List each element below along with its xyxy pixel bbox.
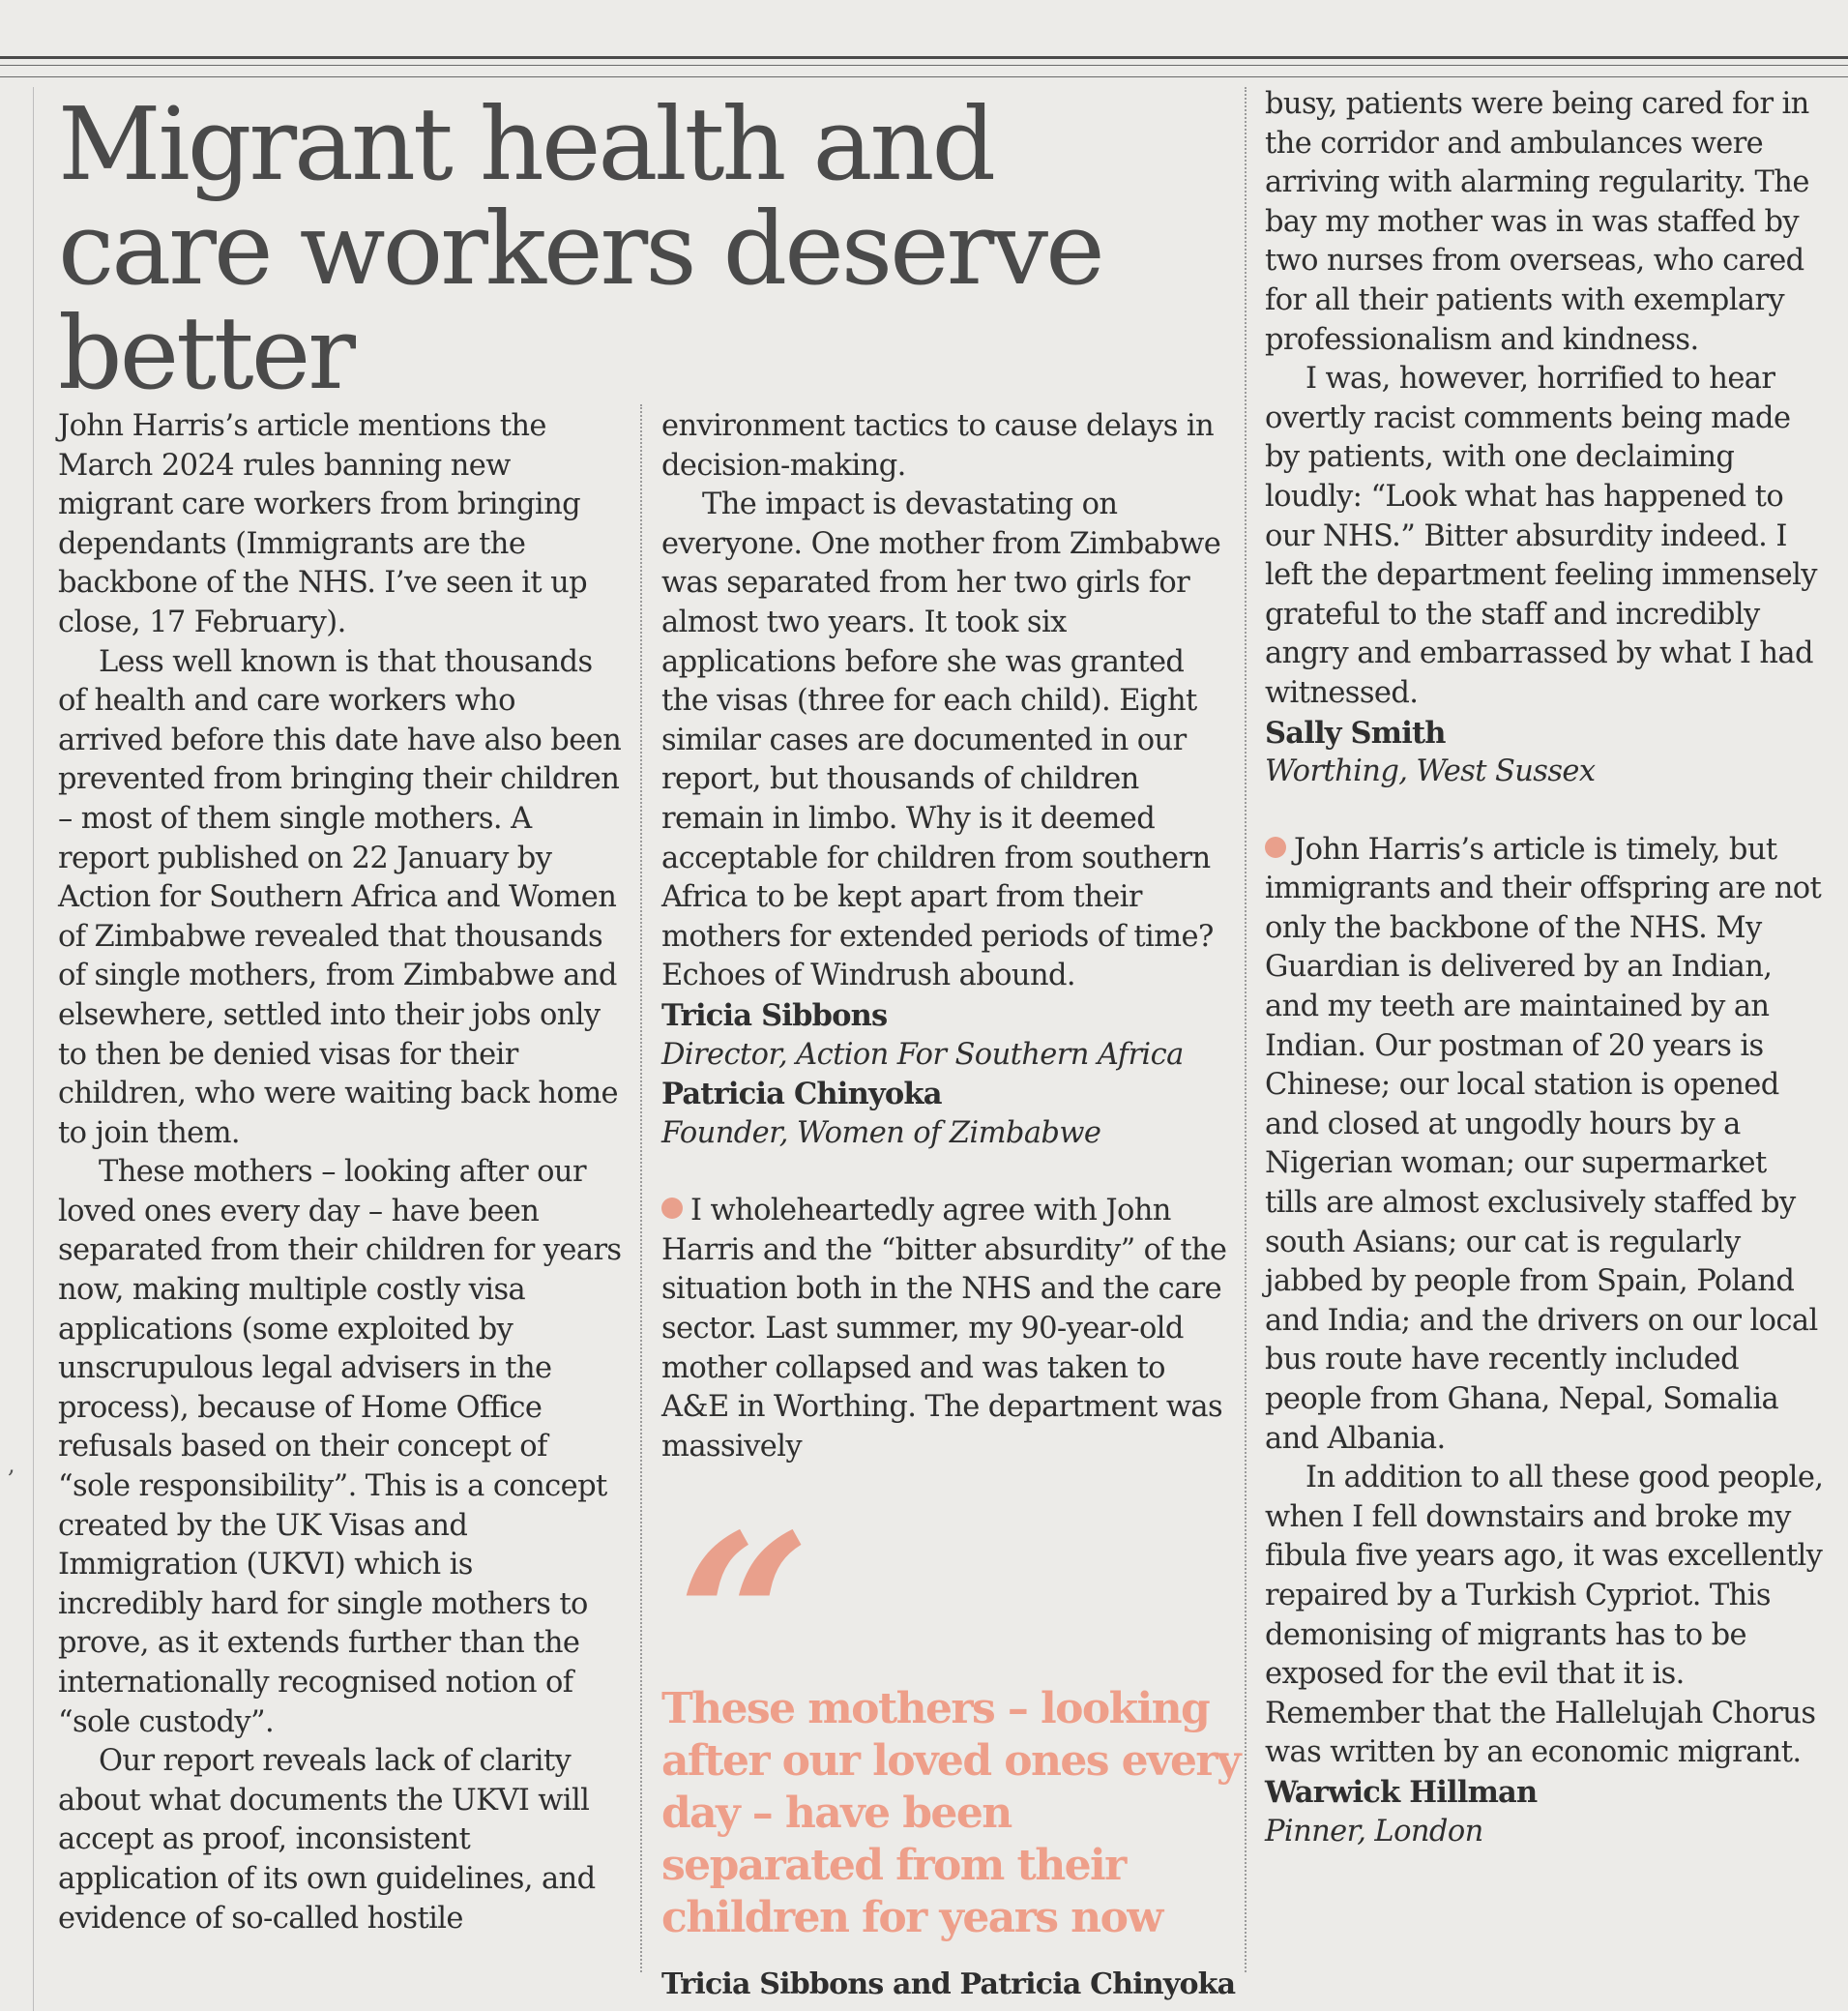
letter3-paragraph-2: In addition to all these good people, when I fell downstairs and broke my fibula five years ago, it was excellently repaired by a Turkish Cypriot. This demonising of migrants has to be exposed for the evil that it is. Remember that the Hallelujah Chorus was written by an economic migrant.	[1265, 1461, 1824, 1770]
letter1-paragraph-1: John Harris’s article mentions the March 2024 rules banning new migrant care workers from bringing dependants (Immigrants are the backbone of the NHS. I’ve seen it up close, 17 February).	[58, 409, 588, 639]
letter1-paragraph-3: These mothers – looking after our loved ones every day – have been separated from their children for years now, making multiple costly visa applications (some exploited by unscrupulous legal advisers in the process), because of Home Office refusals based on their concept of “sole responsibility”. This is a concept created by the UK Visas and Immigration (UKVI) which is incredibly hard for single mothers to prove, as it extends further than the internationally recognised notion of “sole custody”.	[58, 1155, 622, 1739]
top-rule	[0, 56, 1848, 77]
letter1-paragraph-5: The impact is devastating on everyone. One mother from Zimbabwe was separated from her two girls for almost two years. It took six applications before she was granted the visas (three for each child). Eight similar cases are documented in our report, but thousands of children remain in limbo. Why is it deemed acceptable for children from southern Africa to be kept apart from their mothers for extended periods of time? Echoes of Windrush abound.	[661, 488, 1221, 993]
letter1-continued: environment tactics to cause delays in decision-making.	[661, 409, 1215, 483]
letter2-paragraph-1	[661, 1192, 1228, 1466]
letter2-text: I wholeheartedly agree with John Harris and the “bitter absurdity” of the situation both in the NHS and the care sector. Last summer, my 90-year-old mother collapsed and was taken to A&E in Worthing. The department was massively	[661, 1194, 1227, 1464]
pull-quote	[635, 1484, 1242, 2001]
signature-title: Founder, Women of Zimbabwe	[661, 1115, 1101, 1150]
column-divider-2	[1245, 87, 1247, 1972]
signature-name: Sally Smith	[1265, 715, 1446, 751]
signature-place: Pinner, London	[1265, 1814, 1483, 1848]
signature-name: Tricia Sibbons	[661, 997, 888, 1033]
signature-title: Director, Action For Southern Africa	[661, 1037, 1184, 1072]
quote-mark-icon: “	[635, 1484, 810, 1757]
pull-quote-text: These mothers – looking after our loved ones every day – have been separated from their children for years now	[661, 1684, 1240, 1942]
letter2-continued: busy, patients were being cared for in the corridor and ambulances were arriving with alarming regularity. The bay my mother was in was staffed by two nurses from overseas, who cared for all their patients with exemplary professionalism and kindness.	[1265, 87, 1809, 357]
column-1	[58, 407, 625, 1938]
signature-place: Worthing, West Sussex	[1265, 754, 1596, 789]
letter1-paragraph-2: Less well known is that thousands of health and care workers who arrived before this date have also been prevented from bringing their children – most of them single mothers. A report published on 22 January by Action for Southern Africa and Women of Zimbabwe revealed that thousands of single mothers, from Zimbabwe and elsewhere, settled into their jobs only to then be denied visas for their children, who were waiting back home to join them.	[58, 644, 622, 1150]
column-3	[1265, 85, 1826, 1851]
left-margin-rule	[33, 87, 34, 2011]
letter3-text: John Harris’s article is timely, but immigrants and their offspring are not only the backbone of the NHS. My Guardian is delivered by an Indian, and my teeth are maintained by an Indian. Our postman of 20 years is Chinese; our local station is opened and closed at ungodly hours by a Nigerian woman; our supermarket tills are almost exclusively staffed by south Asians; our cat is regularly jabbed by people from Spain, Poland and India; and the drivers on our local bus route have recently included people from Ghana, Nepal, Somalia and Albania.	[1265, 832, 1822, 1456]
signature-name: Patricia Chinyoka	[661, 1077, 942, 1112]
bullet-icon	[661, 1198, 683, 1219]
margin-mark: ,	[8, 1451, 15, 1478]
pull-quote-credit: Tricia Sibbons and Patricia Chinyoka	[661, 1967, 1236, 2001]
column-2	[661, 407, 1228, 1466]
letter3-paragraph-1	[1265, 831, 1826, 1460]
letter2-paragraph-2: I was, however, horrified to hear overtly racist comments being made by patients, with one declaiming loudly: “Look what has happened to our NHS.” Bitter absurdity indeed. I left the department feeling immensely grateful to the staff and incredibly angry and embarrassed by what I had witnessed.	[1265, 362, 1817, 710]
letter1-paragraph-4: Our report reveals lack of clarity about what documents the UKVI will accept as proof, inconsistent application of its own guidelines, and evidence of so-called hostile	[58, 1744, 596, 1936]
signature-name: Warwick Hillman	[1265, 1774, 1538, 1810]
headline: Migrant health and care workers deserve better	[58, 85, 1102, 412]
bullet-icon	[1265, 837, 1286, 858]
